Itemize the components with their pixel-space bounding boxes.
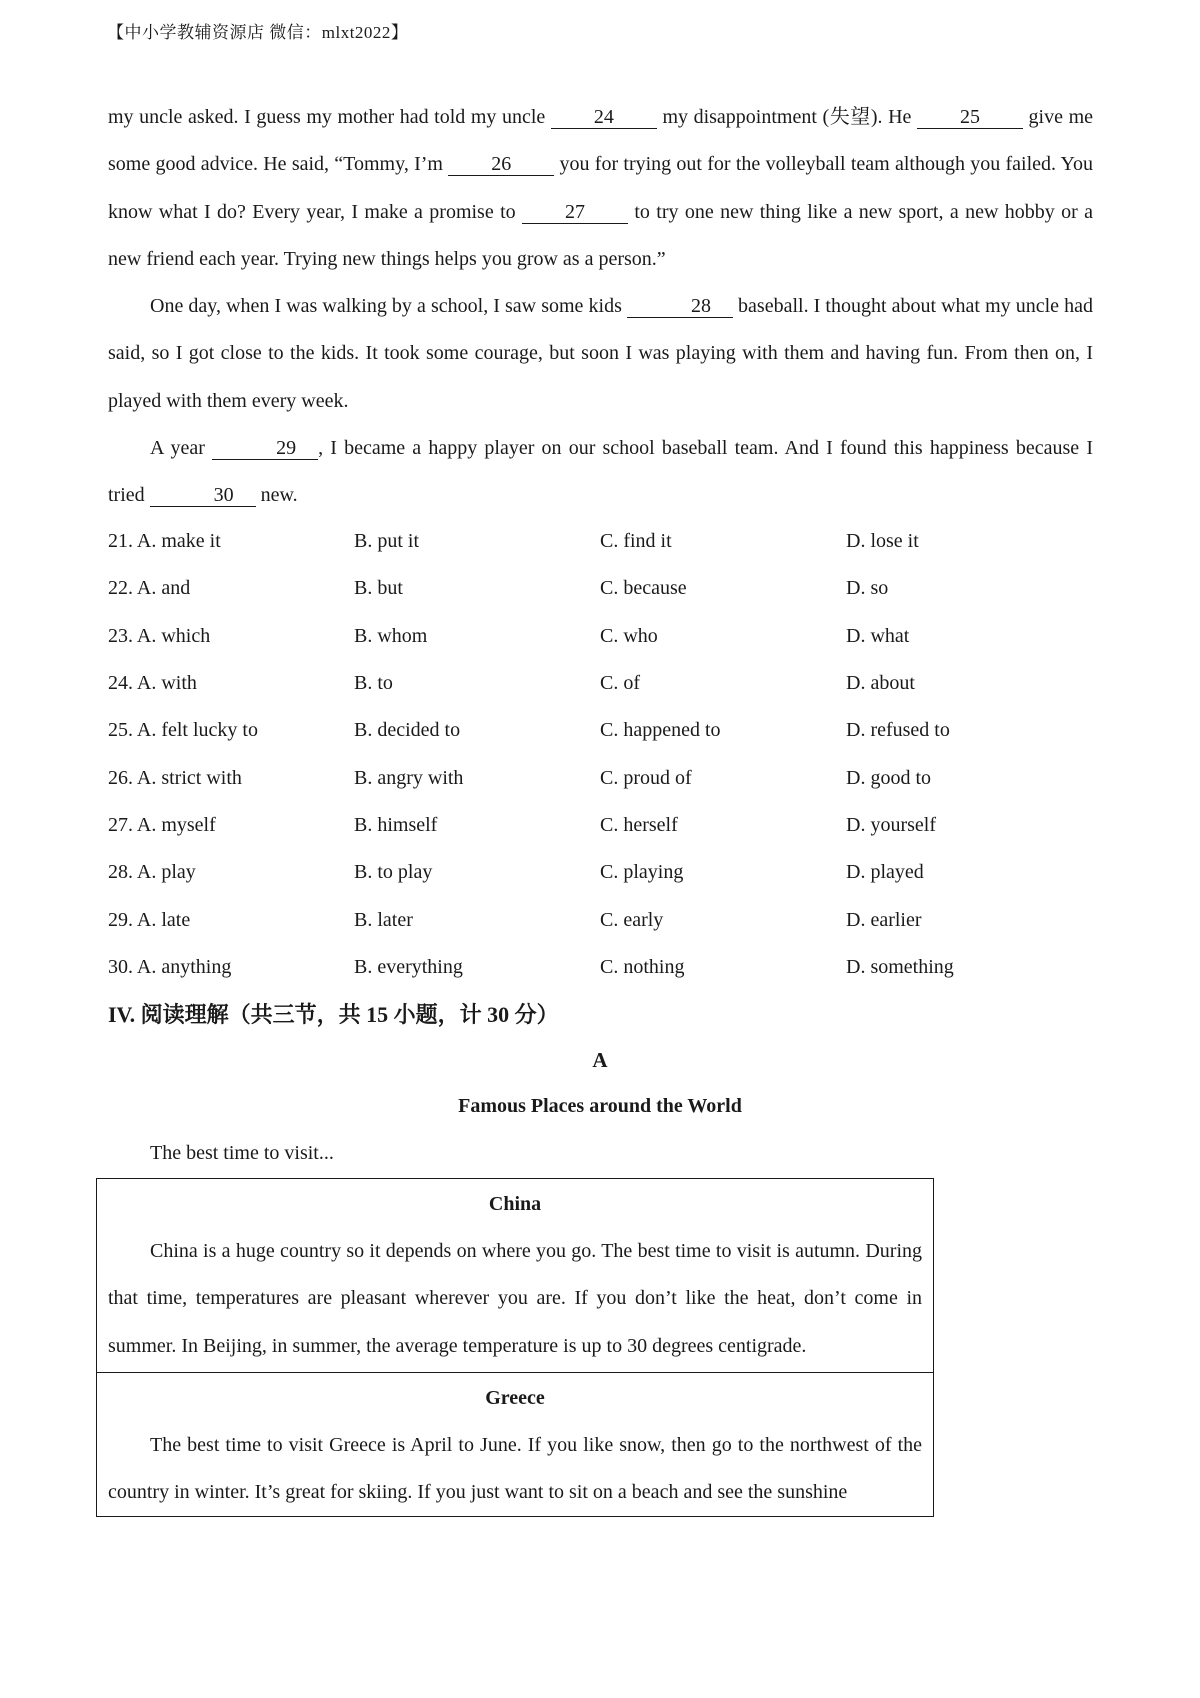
- china-section: [97, 1179, 933, 1372]
- option-d: D. about: [846, 672, 915, 695]
- option-d: D. lose it: [846, 530, 919, 553]
- option-b: B. to play: [354, 861, 433, 884]
- option-d: D. what: [846, 624, 910, 647]
- part-letter: A: [592, 1048, 608, 1072]
- cloze-passage: [108, 94, 1093, 520]
- greece-body: The best time to visit Greece is April to June. If you like snow, then go to the northwest of the country in winter. It’s great for skiing. If you just want to sit on a beach and see the sunshine: [108, 1433, 922, 1504]
- option-b: B. whom: [354, 624, 428, 647]
- option-c: C. playing: [600, 861, 684, 884]
- option-a: 26. A. strict with: [108, 766, 242, 789]
- option-b: B. later: [354, 908, 413, 931]
- passage-text: give me some good advice. He said, “Tommy, I’m: [108, 106, 1093, 176]
- option-c: C. find it: [600, 530, 672, 553]
- option-b: B. but: [354, 577, 403, 600]
- option-row-21: [108, 518, 1093, 565]
- blank-29: 29: [212, 437, 318, 460]
- passage-text: my disappointment (失望). He: [656, 106, 917, 128]
- blank-24: 24: [551, 106, 657, 129]
- passage-text: A year: [150, 437, 213, 460]
- option-a: 23. A. which: [108, 624, 211, 647]
- option-c: C. nothing: [600, 955, 685, 978]
- option-b: B. to: [354, 672, 393, 695]
- passage-text: One day, when I was walking by a school, I saw some kids: [150, 295, 627, 318]
- blank-26: 26: [448, 153, 554, 176]
- option-d: D. good to: [846, 766, 931, 789]
- option-row-24: [108, 660, 1093, 707]
- option-c: C. because: [600, 577, 687, 600]
- option-a: 30. A. anything: [108, 955, 232, 978]
- page-header: 【中小学教辅资源店 微信：mlxt2022】: [107, 23, 409, 42]
- option-a: 22. A. and: [108, 577, 191, 600]
- option-a: 28. A. play: [108, 861, 196, 884]
- greece-section: [97, 1372, 933, 1517]
- option-row-22: [108, 565, 1093, 612]
- paragraph-1: [108, 94, 1093, 283]
- option-row-30: [108, 944, 1093, 991]
- option-c: C. herself: [600, 813, 678, 836]
- china-heading: China: [488, 1193, 542, 1215]
- option-d: D. refused to: [846, 719, 950, 742]
- option-a: 25. A. felt lucky to: [108, 719, 258, 742]
- option-row-26: [108, 754, 1093, 801]
- answer-options: [108, 518, 1093, 991]
- option-d: D. yourself: [846, 813, 936, 836]
- option-c: C. happened to: [600, 719, 721, 742]
- blank-30: 30: [150, 484, 256, 507]
- option-d: D. something: [846, 955, 954, 978]
- paragraph-3: [108, 425, 1093, 520]
- greece-heading: Greece: [485, 1386, 545, 1409]
- china-body: China is a huge country so it depends on where you go. The best time to visit is autumn. During that time, temperatures are pleasant wherever you are. If you don’t like the heat, don’t come in summer. In Beijing, in summer, the average temperature is up to 30 degrees centigrade.: [108, 1240, 922, 1357]
- option-c: C. who: [600, 624, 658, 647]
- option-a: 21. A. make it: [108, 530, 221, 553]
- option-a: 29. A. late: [108, 908, 191, 931]
- option-d: D. earlier: [846, 908, 922, 931]
- option-row-28: [108, 849, 1093, 896]
- paragraph-2: [108, 283, 1093, 425]
- passage-text: you for trying out for the volleyball team although you failed. You know what I do? Every year, I make a promise to: [108, 153, 1093, 223]
- option-b: B. himself: [354, 813, 438, 836]
- option-c: C. proud of: [600, 766, 692, 789]
- passage-text: to try one new thing like a new sport, a new hobby or a new friend each year. Trying new things helps you grow as a person.”: [108, 200, 1094, 270]
- intro-text: The best time to visit...: [150, 1142, 334, 1164]
- option-b: B. angry with: [354, 766, 464, 789]
- passage-text: , I became a happy player on our school baseball team. And I found this happiness because I tried: [108, 437, 1093, 507]
- option-row-29: [108, 896, 1093, 943]
- option-c: C. early: [600, 908, 664, 931]
- section-title: IV. 阅读理解（共三节，共 15 小题，计 30 分）: [108, 1002, 559, 1027]
- option-c: C. of: [600, 672, 640, 695]
- passage-text: baseball. I thought about what my uncle had said, so I got close to the kids. It took some courage, but soon I was playing with them and having fun. From then on, I played with them every week.: [108, 295, 1093, 412]
- option-b: B. put it: [354, 530, 420, 553]
- blank-28: 28: [627, 295, 733, 318]
- option-row-25: [108, 707, 1093, 754]
- blank-27: 27: [522, 201, 628, 224]
- passage-text: new.: [255, 484, 298, 507]
- option-a: 27. A. myself: [108, 813, 216, 836]
- places-table: [96, 1178, 934, 1517]
- option-d: D. played: [846, 861, 924, 884]
- option-a: 24. A. with: [108, 672, 197, 695]
- option-b: B. everything: [354, 955, 463, 978]
- option-b: B. decided to: [354, 719, 461, 742]
- option-row-27: [108, 802, 1093, 849]
- blank-25: 25: [917, 106, 1023, 129]
- passage-text: my uncle asked. I guess my mother had told my uncle: [108, 106, 551, 128]
- passage-title: Famous Places around the World: [458, 1095, 742, 1117]
- option-row-23: [108, 613, 1093, 660]
- option-d: D. so: [846, 577, 889, 600]
